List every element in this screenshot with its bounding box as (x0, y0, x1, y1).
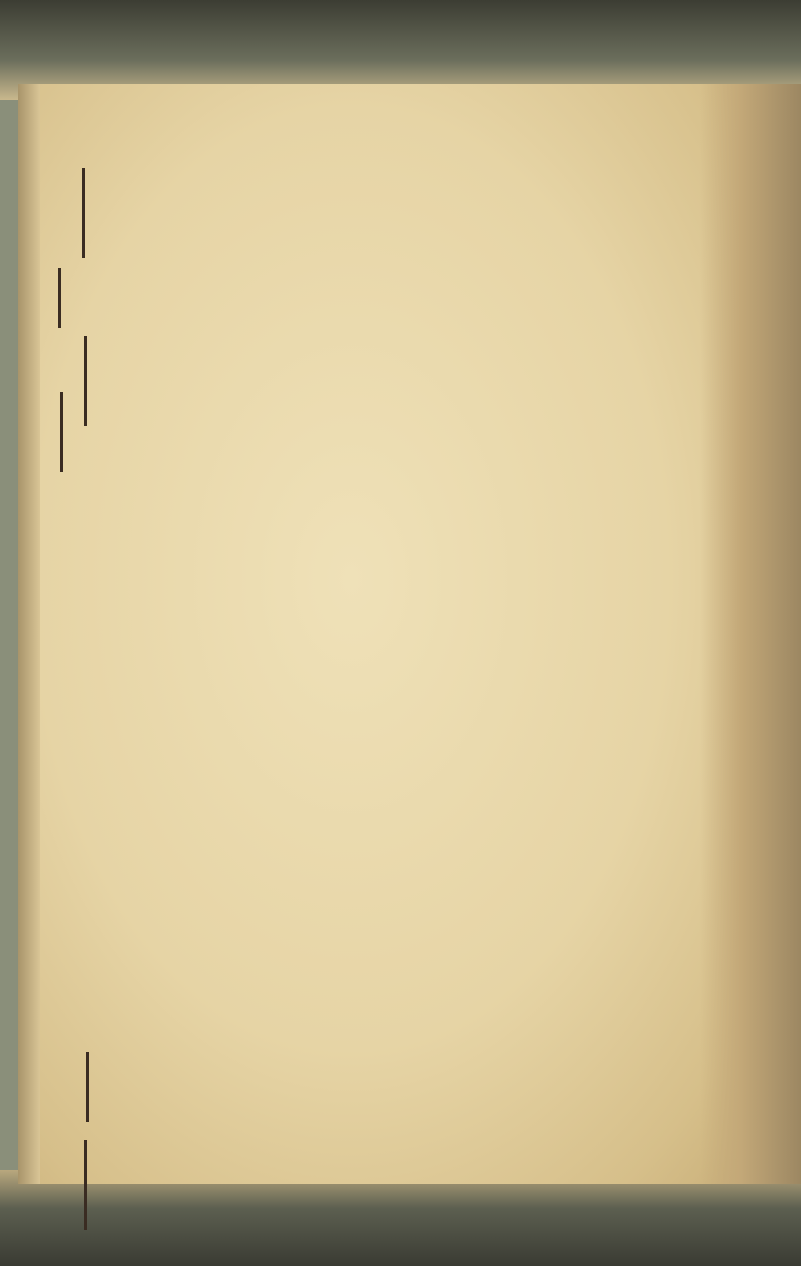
scan-border-bottom (0, 1170, 801, 1266)
herb-bracket-2 (58, 268, 61, 328)
herb-bracket-3 (84, 336, 87, 426)
book-page (18, 84, 758, 1184)
herb-bracket-1 (82, 168, 85, 258)
recipe-bracket-2 (84, 1140, 87, 1230)
herb-bracket-4 (60, 392, 63, 472)
page-fore-edge (700, 84, 801, 1184)
recipe-bracket-1 (86, 1052, 89, 1122)
page-gutter (18, 84, 40, 1184)
